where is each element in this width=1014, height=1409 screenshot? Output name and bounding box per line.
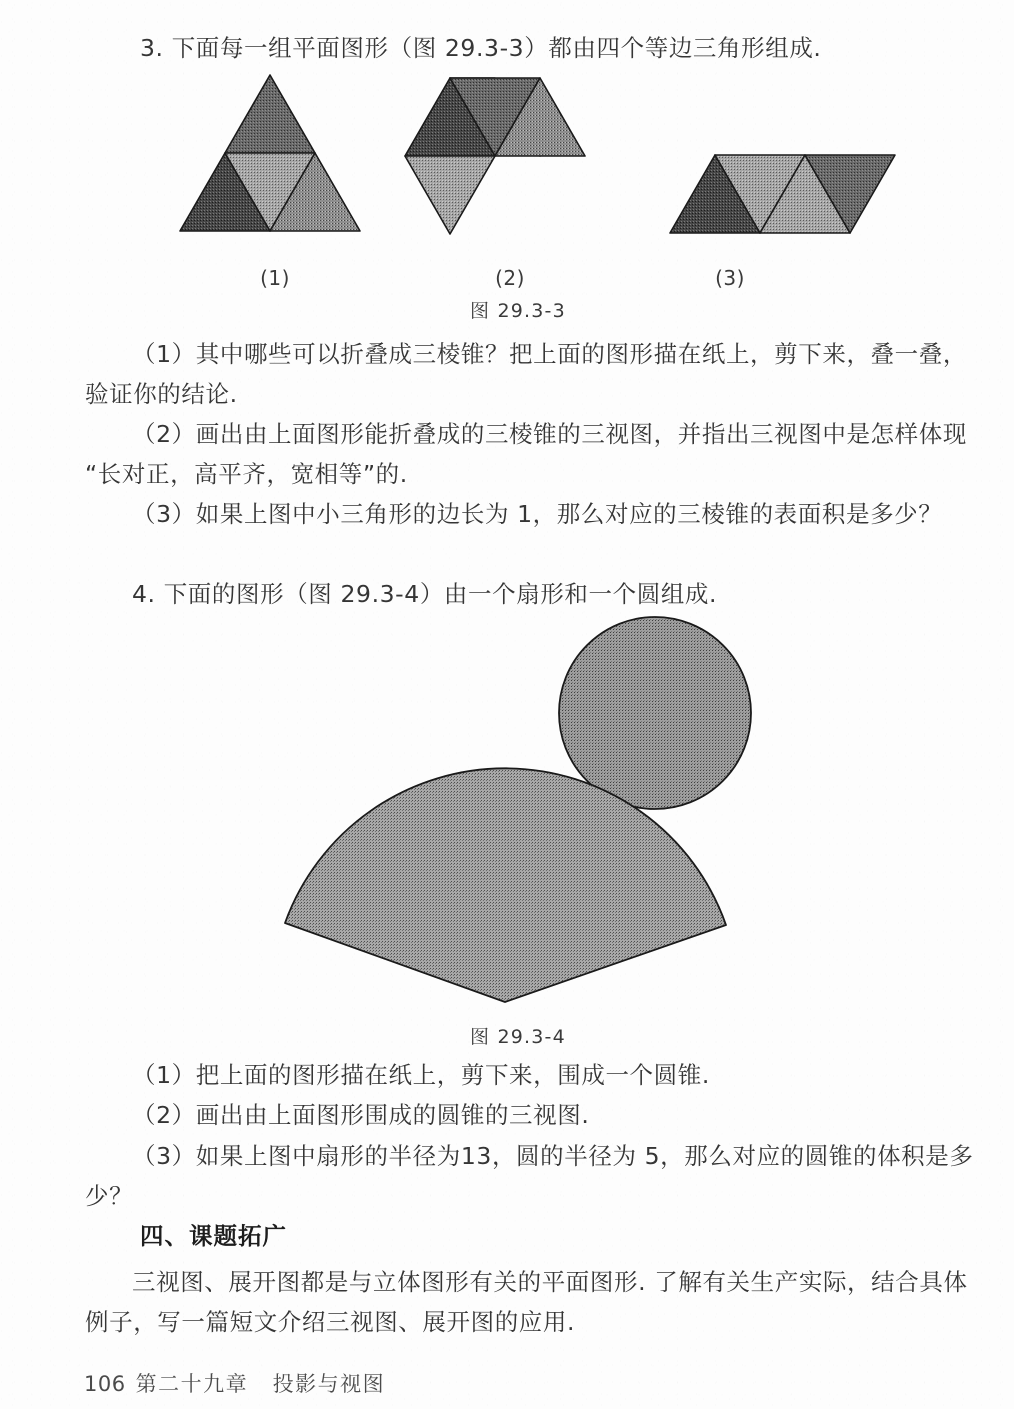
figure-label-3: (3)	[715, 266, 745, 290]
section-body: 三视图、展开图都是与立体图形有关的平面图形. 了解有关生产实际，结合具体例子，写一篇短文介绍三视图、展开图的应用.	[85, 1268, 968, 1336]
figure-label-1: (1)	[260, 266, 290, 290]
page-footer	[84, 1368, 385, 1398]
question-4-part-2: （2）画出由上面图形围成的圆锥的三视图.	[132, 1101, 590, 1129]
footer-page-number: 106	[84, 1372, 126, 1396]
net-2	[405, 78, 585, 234]
figure-29-3-4	[250, 605, 790, 1010]
net-1	[180, 75, 360, 231]
question-3-part-3: （3）如果上图中小三角形的边长为 1，那么对应的三棱锥的表面积是多少？	[132, 500, 943, 528]
figure-29-3-3-caption: 图 29.3-3	[470, 300, 566, 322]
footer-chapter: 第二十九章	[135, 1372, 249, 1396]
figure-label-2: (2)	[495, 266, 525, 290]
net-3	[670, 155, 895, 233]
section-heading: 四、课题拓广	[140, 1222, 287, 1250]
question-4-part-3: （3）如果上图中扇形的半径为13，圆的半径为 5，那么对应的圆锥的体积是多少？	[85, 1142, 974, 1210]
question-3-part-2: （2）画出由上面图形能折叠成的三棱锥的三视图，并指出三视图中是怎样体现“长对正，高平齐，宽相等”的.	[85, 420, 967, 488]
footer-chapter-title: 投影与视图	[272, 1372, 386, 1396]
question-4-part-1: （1）把上面的图形描在纸上，剪下来，围成一个圆锥.	[132, 1061, 710, 1089]
circle-shape	[559, 617, 751, 809]
question-4-stem: 4. 下面的图形（图 29.3-4）由一个扇形和一个圆组成.	[132, 580, 718, 608]
figure-29-3-4-caption: 图 29.3-4	[470, 1026, 566, 1048]
question-3-part-1: （1）其中哪些可以折叠成三棱锥？把上面的图形描在纸上，剪下来，叠一叠，验证你的结论.	[85, 340, 967, 408]
figure-29-3-3	[170, 70, 910, 270]
question-3-stem: 3. 下面每一组平面图形（图 29.3-3）都由四个等边三角形组成.	[140, 34, 822, 62]
